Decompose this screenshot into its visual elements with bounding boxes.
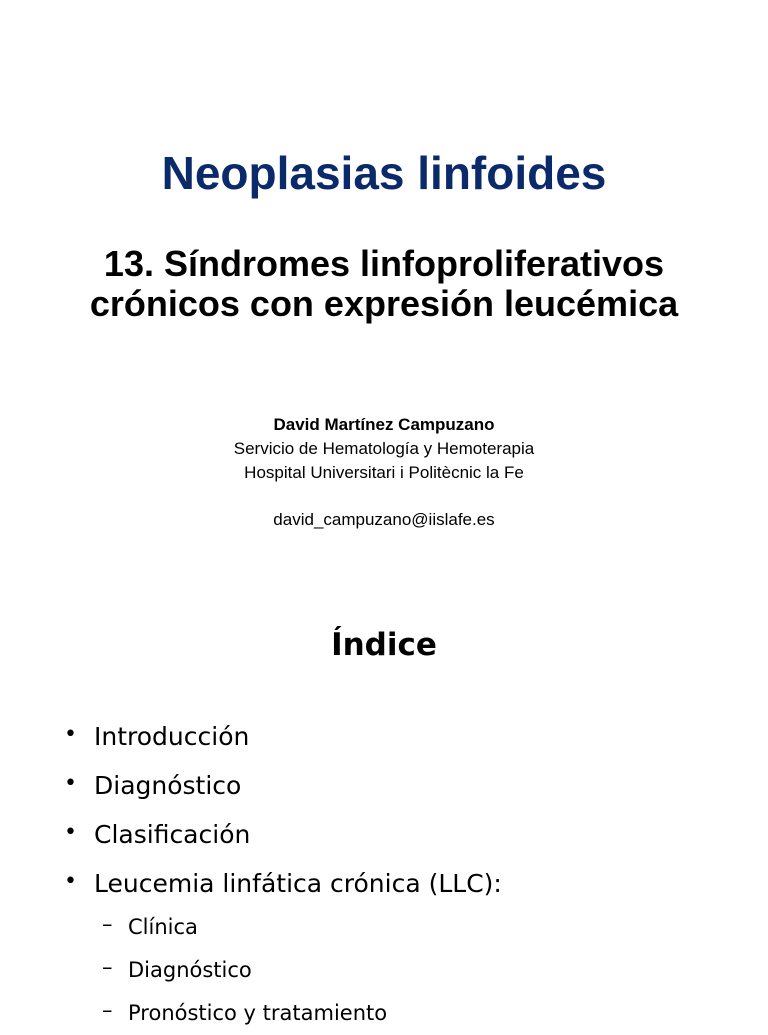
author-hospital: Hospital Universitari i Politècnic la Fe [244,463,524,482]
dash-icon: – [102,955,113,979]
dash-icon: – [102,912,113,936]
author-name: David Martínez Campuzano [273,415,495,434]
index-item [60,859,740,908]
bullet-icon: • [64,869,77,894]
bullet-icon: • [64,771,77,796]
index-subitem [100,906,387,949]
author-email[interactable]: david_campuzano@iislafe.es [273,510,495,529]
subtitle-line-1: 13. Síndromes linfoproliferativos [103,243,665,284]
index-item [60,761,740,810]
bullet-icon: • [64,722,77,747]
dash-icon: – [102,998,113,1022]
author-block [0,413,768,532]
page-title: Neoplasias linfoides [161,147,607,199]
index-item [60,810,740,859]
index-item-label: Leucemia linfática crónica (LLC): [94,869,502,898]
index-sub-list [100,906,387,1035]
index-subitem [100,992,387,1035]
index-subitem-label: Diagnóstico [128,958,252,982]
index-item [60,712,740,761]
subtitle-line-2: crónicos con expresión leucémica [89,283,679,324]
subtitle [0,244,768,324]
index-item-label: Clasificación [94,820,251,849]
bullet-icon: • [64,820,77,845]
index-item-label: Introducción [94,722,250,751]
index-subitem [100,949,387,992]
index-subitem-label: Clínica [128,915,198,939]
author-department: Servicio de Hematología y Hemoterapia [233,439,535,458]
index-list [60,712,740,908]
index-subitem-label: Pronóstico y tratamiento [128,1001,388,1025]
index-title: Índice [331,627,437,663]
index-item-label: Diagnóstico [94,771,242,800]
